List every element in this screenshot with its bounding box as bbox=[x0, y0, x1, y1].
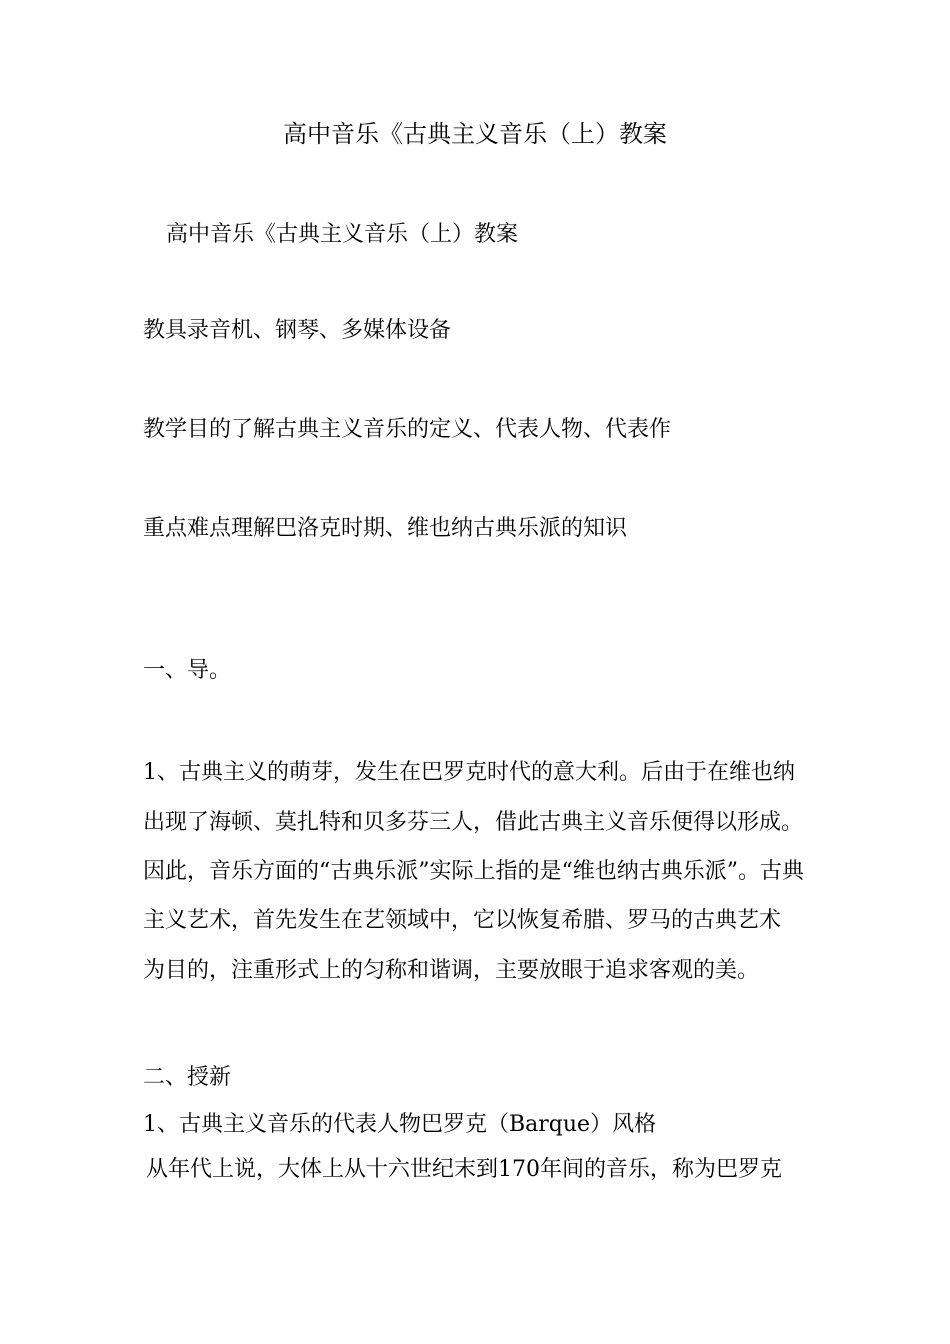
document-subtitle: 高中音乐《古典主义音乐（上）教案 bbox=[166, 222, 519, 247]
section1-heading: 一、导。 bbox=[143, 658, 232, 683]
section2-paragraph-line: 从年代上说，大体上从十六世纪末到170年间的音乐，称为巴罗克 bbox=[146, 1157, 782, 1182]
section1-paragraph-line: 为目的，注重形式上的匀称和谐调，主要放眼于追求客观的美。 bbox=[143, 958, 760, 983]
teaching-goal-line: 教学目的了解古典主义音乐的定义、代表人物、代表作 bbox=[143, 417, 672, 442]
section2-heading: 二、授新 bbox=[143, 1065, 232, 1090]
teaching-aids-line: 教具录音机、钢琴、多媒体设备 bbox=[143, 318, 452, 343]
section1-paragraph-line: 出现了海顿、莫扎特和贝多芬三人，借此古典主义音乐便得以形成。 bbox=[143, 810, 804, 835]
section1-paragraph-line: 1、古典主义的萌芽，发生在巴罗克时代的意大利。后由于在维也纳 bbox=[143, 760, 795, 785]
key-points-line: 重点难点理解巴洛克时期、维也纳古典乐派的知识 bbox=[143, 516, 628, 541]
document-title: 高中音乐《古典主义音乐（上）教案 bbox=[283, 120, 667, 148]
section1-paragraph-line: 主义艺术，首先发生在艺领域中，它以恢复希腊、罗马的古典艺术 bbox=[143, 908, 782, 933]
section1-paragraph-line: 因此，音乐方面的“古典乐派”实际上指的是“维也纳古典乐派”。古典 bbox=[143, 859, 804, 884]
section2-item-1: 1、古典主义音乐的代表人物巴罗克（Barque）风格 bbox=[143, 1112, 657, 1137]
